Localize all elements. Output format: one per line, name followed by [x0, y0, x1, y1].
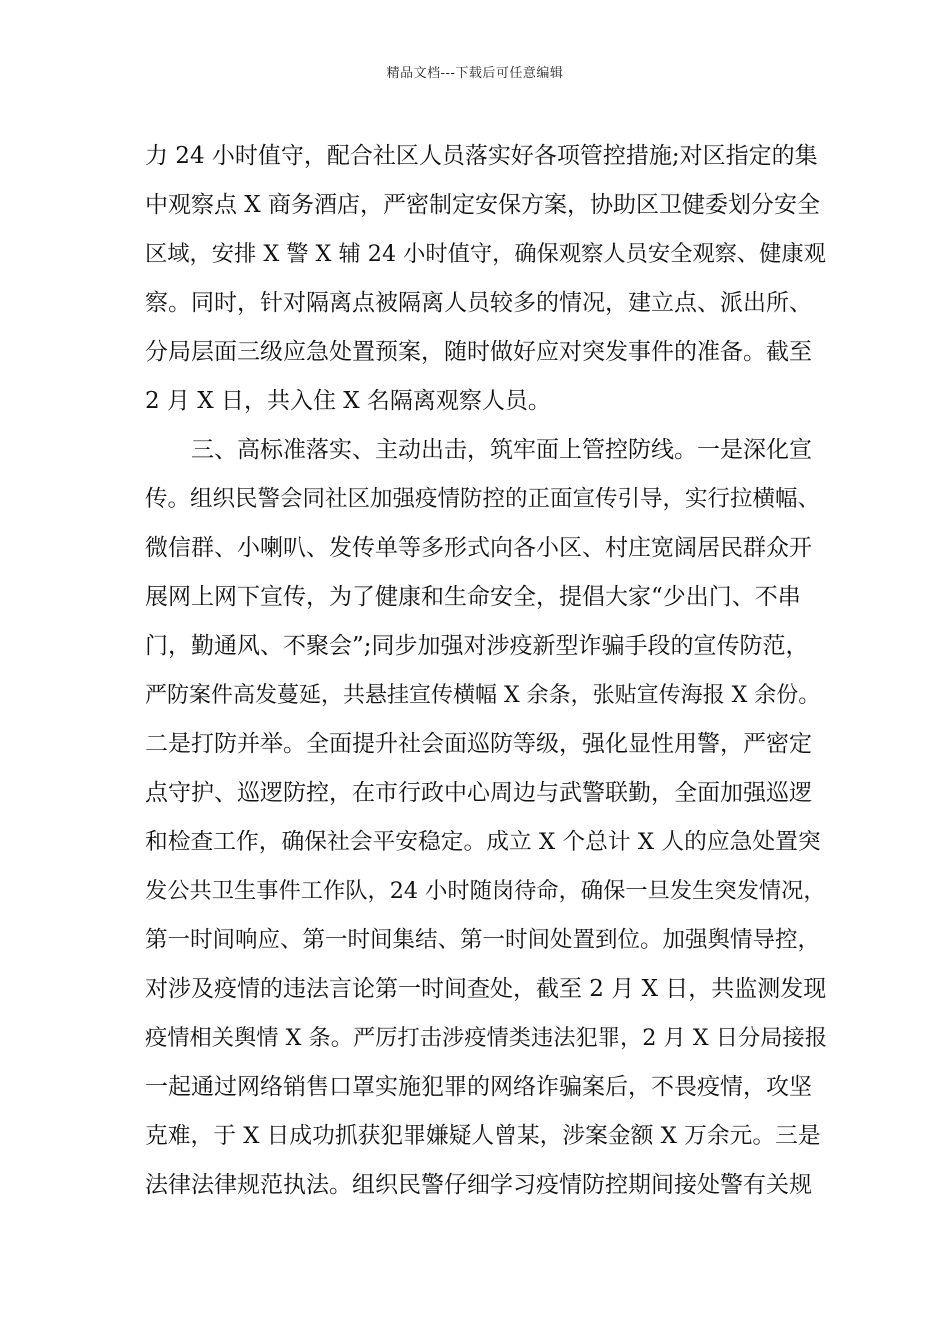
paragraph-line: 展网上网下宣传，为了健康和生命安全，提倡大家“少出门、不串 — [145, 584, 801, 610]
page-header: 精品文档---下载后可任意编辑 — [386, 66, 564, 81]
paragraph-line: 一起通过网络销售口罩实施犯罪的网络诈骗案后，不畏疫情，攻坚 — [145, 1074, 812, 1100]
paragraph-line: 中观察点 X 商务酒店，严密制定安保方案，协助区卫健委划分安全 — [145, 192, 820, 218]
paragraph-line: 分局层面三级应急处置预案，随时做好应对突发事件的准备。截至 — [145, 339, 812, 365]
paragraph-line: 疫情相关舆情 X 条。严厉打击涉疫情类违法犯罪，2 月 X 日分局接报 — [145, 1025, 827, 1051]
paragraph-line: 三、高标准落实、主动出击，筑牢面上管控防线。一是深化宣 — [145, 437, 812, 463]
paragraph-line: 察。同时，针对隔离点被隔离人员较多的情况，建立点、派出所、 — [145, 290, 812, 316]
paragraph-line: 和检查工作，确保社会平安稳定。成立 X 个总计 X 人的应急处置突 — [145, 829, 821, 855]
paragraph-line: 严防案件高发蔓延，共悬挂宣传横幅 X 余条，张贴宣传海报 X 余份。 — [145, 683, 821, 708]
paragraph-line: 传。组织民警会同社区加强疫情防控的正面宣传引导，实行拉横幅、 — [145, 486, 821, 512]
paragraph-line: 二是打防并举。全面提升社会面巡防等级，强化显性用警，严密定 — [145, 731, 812, 757]
paragraph-line: 力 24 小时值守，配合社区人员落实好各项管控措施;对区指定的集 — [145, 143, 818, 169]
paragraph-line: 区域，安排 X 警 X 辅 24 小时值守，确保观察人员安全观察、健康观 — [145, 241, 826, 267]
paragraph-line: 点守护、巡逻防控，在市行政中心周边与武警联勤，全面加强巡逻 — [145, 780, 812, 806]
paragraph-line: 发公共卫生事件工作队，24 小时随岗待命，确保一旦发生突发情况， — [145, 878, 826, 904]
paragraph-line: 门，勤通风、不聚会”;同步加强对涉疫新型诈骗手段的宣传防范， — [145, 633, 809, 659]
paragraph-line: 2 月 X 日，共入住 X 名隔离观察人员。 — [145, 388, 551, 414]
paragraph-line: 克难，于 X 日成功抓获犯罪嫌疑人曾某，涉案金额 X 万余元。三是 — [145, 1123, 821, 1149]
paragraph-line: 法律法律规范执法。组织民警仔细学习疫情防控期间接处警有关规 — [145, 1172, 812, 1198]
paragraph-line: 对涉及疫情的违法言论第一时间查处，截至 2 月 X 日，共监测发现 — [145, 976, 827, 1002]
paragraph-line: 微信群、小喇叭、发传单等多形式向各小区、村庄宽阔居民群众开 — [145, 535, 812, 561]
paragraph-line: 第一时间响应、第一时间集结、第一时间处置到位。加强舆情导控， — [145, 927, 821, 953]
document-body — [145, 132, 825, 1210]
